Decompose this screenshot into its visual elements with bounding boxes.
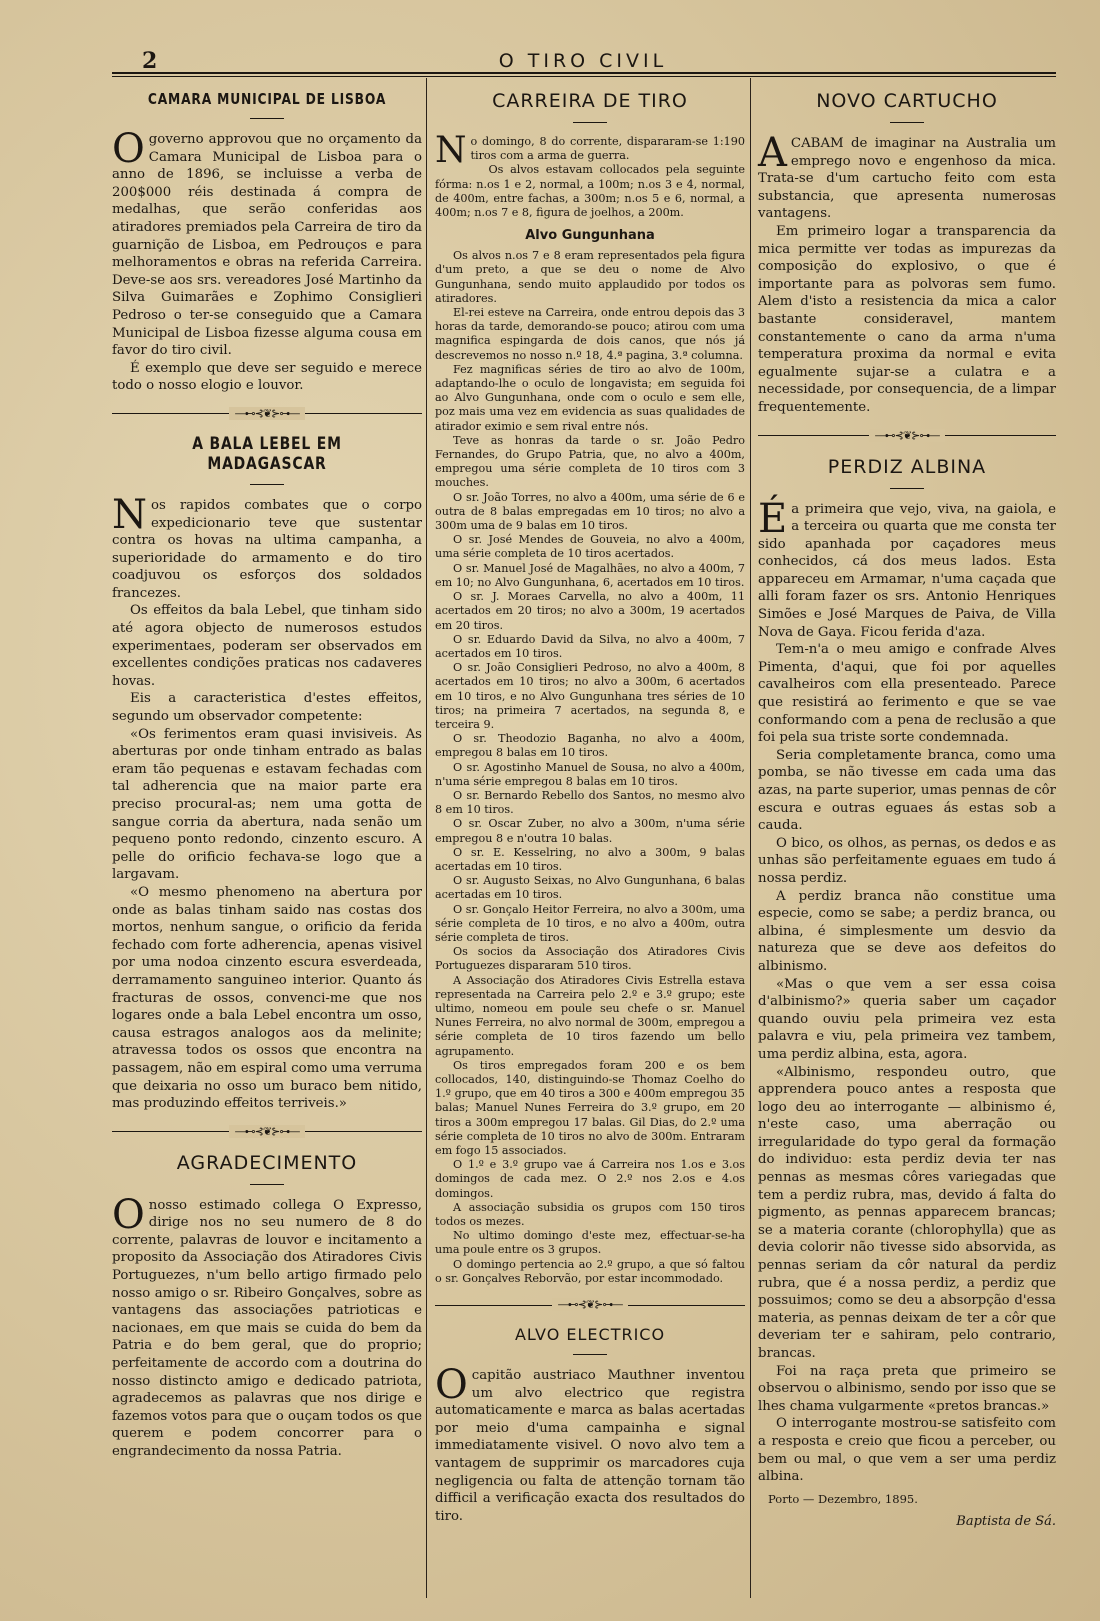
- article-paragraph: A associação subsidia os grupos com 150 tiros todos os mezes.: [435, 1200, 745, 1229]
- article-paragraph: O sr. João Consiglieri Pedroso, no alvo a 400m, 8 acertados em 10 tiros; no alvo a 300m, 6 acertados em 10 tiros, e no Alvo Gungunhana tres séries de 10 tiros; na primeira 7 acertados, na segunda 8, e terceira 9.: [435, 661, 745, 731]
- column-3: [758, 80, 1056, 1529]
- article-paragraph: O interrogante mostrou-se satisfeito com a resposta e creio que ficou a perceber, ou bem ou mal, o que vem a ser uma perdiz albina.: [758, 1416, 1056, 1485]
- article-bala-lebel: [112, 434, 422, 1113]
- article-paragraph: O sr. Agostinho Manuel de Sousa, no alvo a 400m, n'uma série empregou 8 balas em 10 tiros.: [435, 760, 745, 788]
- drop-cap: N: [112, 491, 147, 538]
- article-perdiz-albina: [758, 456, 1056, 1529]
- article-paragraph: O sr. Manuel José de Magalhães, no alvo a 400m, 7 em 10; no Alvo Gungunhana, 6, acertados em 10 tiros.: [435, 561, 745, 589]
- ornament-divider: —⊷⊰❦⊱⊶—: [112, 1125, 422, 1138]
- article-novo-cartucho: [758, 90, 1056, 417]
- article-paragraph: «O mesmo phenomeno na abertura por onde as balas tinham saido nas costas dos mortos, nenhum sangue, o orificio da ferida fechado com forte adherencia, apenas visivel por uma nodoa cinzento escura esverdeada, derramamento sanguineo interior. Quanto ás fracturas de ossos, convenci-me que nos logares onde a bala Lebel encontra um osso, causa estragos analogos aos da melinite; atravessa todos os ossos que encontra na passagem, não em espiral como uma verruma que deixaria no osso um buraco bem nitido, mas produzindo effeitos terriveis.»: [112, 884, 422, 1112]
- article-paragraph: A Associação dos Atiradores Civis Estrella estava representada na Carreira pelo 2.º e 3.º grupo; este ultimo, nomeou em poule seu chefe o sr. Manuel Nunes Ferreira, no alvo normal de 300m, empregou a série completa de 10 tiros fazendo um bello agrupamento.: [435, 973, 745, 1058]
- article-paragraph: O sr. Oscar Zuber, no alvo a 300m, n'uma série empregou 8 e n'outra 10 balas.: [435, 817, 745, 845]
- ornament-divider: —⊷⊰❦⊱⊶—: [435, 1298, 745, 1311]
- article-paragraph: O bico, os olhos, as pernas, os dedos e as unhas são perfeitamente eguaes em tudo á nossa perdiz.: [758, 835, 1056, 886]
- article-carreira: [435, 90, 745, 1286]
- article-paragraph: Éa primeira que vejo, viva, na gaiola, e a terceira ou quarta que me consta ter sido apanhada por caçadores meus conhecidos, cá dos meus lados. Esta appareceu em Armamar, n'uma caçada que alli foram fazer os srs. Antonio Henriques Simões e José Marques de Paiva, de Villa Nova de Gaya. Ficou ferida d'aza.: [758, 495, 1056, 640]
- article-paragraph: Os tiros empregados foram 200 e os bem collocados, 140, distinguindo-se Thomaz Coelho do 1.º grupo, que em 40 tiros a 300 e 400m empregou 35 balas; Manuel Nunes Ferreira do 3.º grupo, em 20 tiros a 300m empregou 17 balas. Gil Dias, do 2.º uma série completa de 10 tiros no alvo de 300m. Entraram em fogo 15 associados.: [435, 1058, 745, 1158]
- article-title: CAMARA MUNICIPAL DE LISBOA: [147, 90, 387, 108]
- article-paragraph: Os socios da Associação dos Atiradores Civis Portuguezes dispararam 510 tiros.: [435, 945, 745, 973]
- article-paragraph: O sr. Augusto Seixas, no Alvo Gungunhana, 6 balas acertadas em 10 tiros.: [435, 874, 745, 902]
- column-1: [112, 80, 422, 1461]
- article-paragraph: Eis a caracteristica d'estes effeitos, segundo um observador competente:: [112, 691, 422, 725]
- article-title: NOVO CARTUCHO: [816, 90, 998, 112]
- article-paragraph: Os alvos estavam collocados pela seguinte fórma: n.os 1 e 2, normal, a 100m; n.os 3 e 4, normal, de 400m, entre fachas, a 300m; n.os 5 e 6, normal, a 400m; n.os 7 e 8, figura de joelhos, a 200m.: [435, 163, 745, 220]
- article-camara: [112, 90, 422, 395]
- drop-cap: O: [435, 1362, 468, 1409]
- article-title: A BALA LEBEL EM MADAGASCAR: [192, 433, 342, 474]
- header-rule: [112, 72, 1056, 77]
- article-paragraph: É exemplo que deve ser seguido e merece todo o nosso elogio e louvor.: [112, 360, 422, 394]
- article-paragraph: O sr. Gonçalo Heitor Ferreira, no alvo a 300m, uma série completa de 10 tiros, e no alvo a 400m, outra série completa de tiros.: [435, 902, 745, 944]
- article-agradecimento: [112, 1152, 422, 1461]
- drop-cap: O: [112, 126, 145, 172]
- article-paragraph: «Os ferimentos eram quasi invisiveis. As aberturas por onde tinham entrado as balas eram tão pequenas e estavam fechadas com tal adherencia que na maior parte era preciso procural-as; nem uma gotta de sangue corria da abertura, nada senão um pequeno ponto redondo, cinzento escuro. A pelle do orificio fechava-se logo que a largavam.: [112, 726, 422, 883]
- article-paragraph: ACABAM de imaginar na Australia um emprego novo e engenhoso da mica. Trata-se d'um cartucho feito com esta substancia, que apresenta numerosas vantagens.: [758, 130, 1056, 222]
- masthead: [110, 48, 1056, 74]
- author-signature: Baptista de Sá.: [956, 1513, 1056, 1529]
- article-alvo-electrico: [435, 1325, 745, 1525]
- article-subtitle: Alvo Gungunhana: [525, 228, 655, 244]
- article-paragraph: O sr. E. Kesselring, no alvo a 300m, 9 balas acertadas em 10 tiros.: [435, 845, 745, 873]
- article-paragraph: Os alvos n.os 7 e 8 eram representados pela figura d'um preto, a que se deu o nome de Alvo Gungunhana, sendo muito applaudido por todos os atiradores.: [435, 249, 745, 305]
- article-paragraph: O domingo pertencia ao 2.º grupo, a que só faltou o sr. Gonçalves Reborvão, por estar incommodado.: [435, 1257, 745, 1285]
- article-paragraph: Ocapitão austriaco Mauthner inventou um alvo electrico que registra automaticamente e marca as balas acertadas por meio d'uma campainha e signal immediatamente visivel. O novo alvo tem a vantagem de supprimir os marcadores cuja negligencia ou falta de attenção tornam tão difficil a verificação exacta dos resultados do tiro.: [435, 1362, 745, 1524]
- newspaper-title: O TIRO CIVIL: [498, 50, 668, 72]
- article-paragraph: O sr. Eduardo David da Silva, no alvo a 400m, 7 acertados em 10 tiros.: [435, 632, 745, 660]
- article-title: PERDIZ ALBINA: [827, 455, 987, 478]
- article-paragraph: Nos rapidos combates que o corpo expedicionario teve que sustentar contra os hovas na ultima campanha, a superioridade do armamento e do tiro coadjuvou os esforços dos soldados francezes.: [112, 491, 422, 601]
- page-number: 2: [142, 48, 158, 74]
- article-paragraph: O 1.º e 3.º grupo vae á Carreira nos 1.os e 3.os domingos de cada mez. O 2.º nos 2.os e 4.os domingos.: [435, 1158, 745, 1200]
- ornament-divider: —⊷⊰❦⊱⊶—: [112, 407, 422, 420]
- ornament-divider: —⊷⊰❦⊱⊶—: [758, 429, 1056, 442]
- article-paragraph: Tem-n'a o meu amigo e confrade Alves Pimenta, d'aqui, que foi por aquelles cavalheiros com ella presenteado. Parece que resistirá ao ferimento e que se vae conformando com a pena de reclusão a que foi pela sua triste sorte condemnada.: [758, 642, 1056, 746]
- article-paragraph: Seria completamente branca, como uma pomba, se não tivesse em cada uma das azas, na parte superior, umas pennas de côr escura e outras eguaes ás estas sob a cauda.: [758, 747, 1056, 834]
- article-title: CARREIRA DE TIRO: [492, 90, 688, 112]
- article-title: ALVO ELECTRICO: [514, 1325, 666, 1345]
- dateline: Porto — Dezembro, 1895.: [768, 1491, 918, 1506]
- article-paragraph: No ultimo domingo d'este mez, effectuar-se-ha uma poule entre os 3 grupos.: [435, 1229, 745, 1257]
- article-paragraph: O sr. Theodozio Baganha, no alvo a 400m, empregou 8 balas em 10 tiros.: [435, 732, 745, 760]
- drop-cap: O: [112, 1191, 145, 1238]
- article-paragraph: Onosso estimado collega O Expresso, dirige nos no seu numero de 8 do corrente, palavras de louvor e incitamento a proposito da Associação dos Atiradores Civis Portuguezes, n'um bello artigo firmado pelo nosso amigo o sr. Ribeiro Gonçalves, sobre as vantagens das associações patrioticas e nacionaes, em que mais se cuida do bem da Patria e do bem geral, que do proprio; perfeitamente de accordo com a doutrina do nosso distincto amigo e dedicado patriota, agradecemos as palavras que nos dirige e fazemos votos para que o ouçam todos os que querem e podem concorrer para o engrandecimento da nossa Patria.: [112, 1191, 422, 1459]
- article-paragraph: Em primeiro logar a transparencia da mica permitte ver todas as impurezas da composição do explosivo, o que é importante para as polvoras sem fumo. Alem d'isto a resistencia da mica a calor bastante consideravel, mantem constantemente o cano da arma n'uma temperatura proxima da normal e evita egualmente sujar-se a culatra e a necessidade, por consequencia, de a limpar frequentemente.: [758, 223, 1056, 415]
- article-paragraph: O sr. J. Moraes Carvella, no alvo a 400m, 11 acertados em 20 tiros; no alvo a 300m, 19 acertados em 20 tiros.: [435, 590, 745, 632]
- article-paragraph: No domingo, 8 do corrente, dispararam-se 1:190 tiros com a arma de guerra.: [435, 130, 745, 171]
- article-paragraph: Teve as honras da tarde o sr. João Pedro Fernandes, do Grupo Patria, que, no alvo a 400m, empregou uma série completa de 10 tiros com 3 mouches.: [435, 433, 745, 490]
- article-paragraph: Foi na raça preta que primeiro se observou o albinismo, sendo por isso que se lhes chama vulgarmente «pretos brancas.»: [758, 1363, 1056, 1414]
- article-paragraph: Os effeitos da bala Lebel, que tinham sido até agora objecto de numerosos estudos experimentaes, poderam ser observados em excellentes condições praticas nos cadaveres hovas.: [112, 603, 422, 689]
- column-2: [435, 80, 745, 1525]
- article-paragraph: O sr. José Mendes de Gouveia, no alvo a 400m, uma série completa de 10 tiros acertados.: [435, 533, 745, 561]
- column-divider: [750, 78, 751, 1598]
- article-paragraph: «Albinismo, respondeu outro, que apprendera pouco antes a resposta que logo deu ao interrogante — albinismo é, n'este caso, uma aberração ou irregularidade do typo geral da formação do individuo: esta perdiz devia ter nas pennas as mesmas côres variegadas que tem a perdiz rubra, mas, devido á falta do pigmento, as pennas apparecem brancas; se a materia corante (chlorophylla) que as devia colorir não tivesse sido absorvida, as pennas seriam da côr natural da perdiz rubra, que é a nossa perdiz, a perdiz que possuimos; como se deu a absorpção d'essa materia, as pennas deixam de ter a côr que deveriam ter e sahiram, pelo contrario, brancas.: [758, 1064, 1056, 1361]
- article-paragraph: A perdiz branca não constitue uma especie, como se sabe; a perdiz branca, ou albina, é simplesmente um desvio da natureza que se deve aos defeitos do albinismo.: [758, 888, 1056, 974]
- article-paragraph: «Mas o que vem a ser essa coisa d'albinismo?» queria saber um caçador quando ouviu pela primeira vez esta palavra e viu, pela primeira vez tambem, uma perdiz albina, esta, agora.: [758, 976, 1056, 1062]
- drop-cap: É: [758, 495, 788, 542]
- column-divider: [426, 78, 427, 1598]
- article-paragraph: El-rei esteve na Carreira, onde entrou depois das 3 horas da tarde, demorando-se pouco; atirou com uma magnifica espingarda de dois canos, que nós já descrevemos no nosso n.º 18, 4.ª pagina, 3.ª columna.: [435, 306, 745, 362]
- article-paragraph: O sr. Bernardo Rebello dos Santos, no mesmo alvo 8 em 10 tiros.: [435, 788, 745, 817]
- article-paragraph: Ogoverno approvou que no orçamento da Camara Municipal de Lisboa para o anno de 1896, se incluisse a verba de 200$000 réis destinada á compra de medalhas, que serão conferidas aos atiradores premiados pela Carreira de tiro da guarnição de Lisboa, em Pedrouços e para melhoramentos e obras na referida Carreira. Deve-se aos srs. vereadores José Martinho da Silva Guimarães e Zophimo Consiglieri Pedroso o ter-se conseguido que a Camara Municipal de Lisboa fizesse alguma cousa em favor do tiro civil.: [112, 126, 422, 359]
- article-paragraph: Fez magnificas séries de tiro ao alvo de 100m, adaptando-lhe o oculo de longavista; em seguida foi ao Alvo Gungunhana, onde com o oculo e sem elle, poz mais uma vez em evidencia as suas qualidades de atirador eximio e sem rival entre nós.: [435, 362, 745, 433]
- drop-cap: A: [758, 130, 787, 176]
- drop-cap: N: [435, 130, 467, 171]
- article-title: AGRADECIMENTO: [176, 1151, 358, 1174]
- article-paragraph: O sr. João Torres, no alvo a 400m, uma série de 6 e outra de 8 balas empregadas em 10 tiros; no alvo a 300m uma de 9 balas em 10 tiros.: [435, 490, 745, 533]
